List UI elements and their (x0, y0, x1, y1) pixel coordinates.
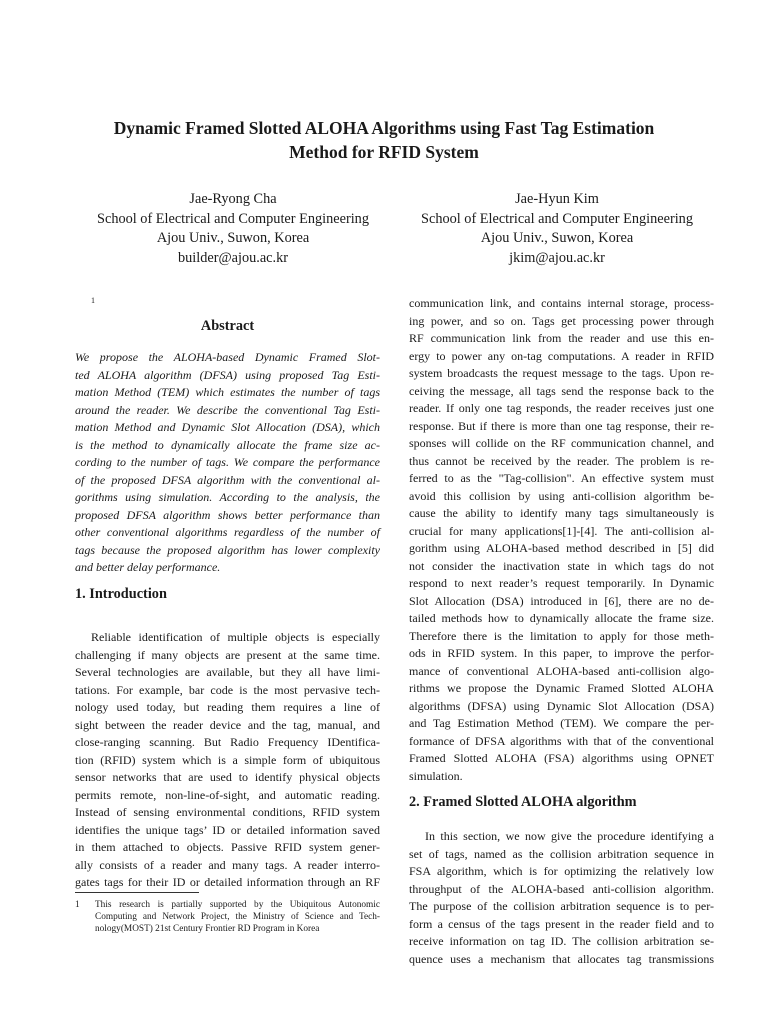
intro-line: challenging if many objects are present at the same time. (75, 647, 380, 662)
body-line: gorithm using ALOHA-based method described in [5] did (409, 541, 714, 555)
body-line: Framed Slotted ALOHA (FSA) algorithms using OPNET (409, 751, 714, 765)
body-line: receive information on tag ID. The collision arbitration se- (409, 934, 714, 948)
body-line: system broadcasts the request message to the tags. Upon re- (409, 366, 714, 380)
body-line: avoid this collision by using anti-collision algorithm be- (409, 488, 714, 503)
body-line: rithms we propose the Dynamic Framed Slotted ALOHA (409, 681, 714, 695)
abstract-line: other conventional algorithms regardless of the number of (75, 525, 380, 539)
author-email: jkim@ajou.ac.kr (509, 249, 605, 266)
body-line: form a census of the tags present in the reader field and to (409, 916, 714, 931)
body-line: reader. If only one tag responds, the reader receives just one (409, 401, 714, 415)
body-line: algorithms (DFSA) using Dynamic Slot Allocation (DSA) (409, 698, 714, 713)
body-line: tailed methods how to dynamically allocate the frame size. (409, 611, 714, 625)
intro-line: Several technologies are available, but they all have limi- (75, 665, 380, 679)
body-line: respond to next reader’s request temporarily. In Dynamic (409, 576, 714, 590)
author-affiliation: School of Electrical and Computer Engineering (421, 210, 693, 227)
body-line: not consider the inactivation state in which tags do not (409, 558, 714, 573)
body-line: crucial for many applications[1]-[4]. The anti-collision al- (409, 523, 714, 538)
intro-line: close-ranging scanning. But Radio Frequency IDentifica- (75, 735, 380, 749)
intro-line: Instead of sensing environmental conditions, RFID system (75, 805, 380, 819)
body-line: sponses will collide on the RF communication channel, and (409, 436, 714, 450)
intro-line: Reliable identification of multiple objects is especially (91, 630, 380, 644)
intro-line: permits remote, non-line-of-sight, and automatic reading. (75, 787, 380, 802)
author-block-2 (397, 190, 717, 268)
body-line: Therefore there is the limitation to apply for those meth- (409, 628, 714, 643)
abstract-line: and better delay performance. (75, 560, 221, 574)
abstract-heading: Abstract (200, 318, 255, 334)
body-line: cause the ability to identify many tags simultaneously is (409, 506, 714, 520)
body-line: communication link, and contains internal storage, process- (409, 296, 714, 310)
section-heading-introduction: 1. Introduction (75, 586, 167, 602)
footnote-rule (75, 892, 199, 893)
intro-line: in them attached to objects. Passive RFID system gener- (75, 840, 380, 854)
body-line: ergy to power any on-tag computations. A reader in RFID (409, 348, 714, 363)
abstract-line: gorithms using simulation. According to the analysis, the (75, 490, 380, 504)
author-name: Jae-Hyun Kim (515, 191, 599, 207)
footnote-number: 1 (75, 900, 80, 910)
author-name: Jae-Ryong Cha (189, 191, 277, 207)
body-line: ing power, and so on. Tags get processing power through (409, 313, 714, 328)
section-heading-fsa: 2. Framed Slotted ALOHA algorithm (409, 794, 637, 810)
body-line: ferred to as the "Tag-collision". An effective system must (409, 471, 714, 485)
body-line: and Tag Estimation Method (TEM). We compare the per- (409, 716, 714, 730)
footnote-marker: 1 (91, 296, 95, 305)
intro-line: tations. For example, bar code is the most pervasive tech- (75, 682, 380, 697)
footnote-line: This research is partially supported by the Ubiquitous Autonomic (95, 900, 380, 910)
intro-line: gates tags for their ID or detailed information through an RF (75, 875, 380, 889)
body-line: set of tags, named as the collision arbitration sequence in (409, 846, 714, 861)
body-line: FSA algorithm, which is for optimizing the relatively low (409, 864, 714, 878)
body-line: In this section, we now give the procedure identifying a (425, 829, 714, 843)
author-affiliation: School of Electrical and Computer Engineering (97, 210, 369, 227)
intro-line: sight between the reader device and the tag, manual, and (75, 717, 380, 732)
body-line: Slot Allocation (DSA) introduced in [6], there are no de- (409, 593, 714, 608)
intro-line: nology used today, but reading them requires a line of (75, 700, 380, 714)
intro-line: tion (RFID) system which is a simple form of ubiquitous (75, 752, 380, 767)
author-email: builder@ajou.ac.kr (177, 249, 289, 266)
abstract-line: cording to the number of tags. We compare the performance (75, 455, 380, 469)
abstract-line: mation Method and Dynamic Slot Allocation (DSA), which (75, 420, 380, 434)
title-line: Dynamic Framed Slotted ALOHA Algorithms using Fast Tag Estimation (113, 118, 655, 138)
body-line: thus cannot be received by the reader. The problem is re- (409, 453, 714, 468)
footnote-line: nology(MOST) 21st Century Frontier RD Program in Korea (95, 924, 320, 934)
paper-title (60, 116, 708, 164)
body-line: response. But if there is more than one tag response, their re- (409, 418, 714, 433)
title-line: Method for RFID System (289, 142, 479, 162)
body-line: simulation. (409, 768, 463, 783)
abstract-line: tags because the proposed algorithm has lower complexity (75, 542, 380, 557)
body-line: The purpose of the collision arbitration sequence is to per- (409, 899, 714, 913)
body-line: RF communication link from the reader and use this en- (409, 331, 714, 345)
intro-line: identifies the unique tags’ ID or detailed information saved (75, 822, 380, 837)
body-line: quence uses a mechanism that allocates tag transmissions (409, 951, 714, 966)
author-location: Ajou Univ., Suwon, Korea (480, 230, 634, 246)
abstract-line: is the method to dynamically allocate the frame size ac- (75, 437, 380, 452)
footnote-line: Computing and Network Project, the Ministry of Science and Tech- (95, 912, 380, 922)
abstract-line: mation Method (TEM) which estimates the number of tags (75, 385, 380, 399)
body-line: throughput of the ALOHA-based anti-collision algorithm. (409, 881, 714, 896)
abstract-line: We propose the ALOHA-based Dynamic Framed Slot- (75, 350, 380, 364)
intro-line: sensor networks that are used to identify physical objects (75, 770, 380, 784)
body-line: mance of conventional ALOHA-based anti-collision algo- (409, 663, 714, 678)
abstract-line: around the reader. We describe the conventional Tag Esti- (75, 402, 380, 417)
body-line: ods in RFID system. In this paper, to improve the perfor- (409, 646, 714, 660)
abstract-line: ted ALOHA algorithm (DFSA) using proposed Tag Esti- (75, 367, 380, 382)
body-line: ceiving the message, all tags send the response back to the (409, 383, 714, 398)
author-location: Ajou Univ., Suwon, Korea (156, 230, 310, 246)
abstract-line: proposed DFSA algorithm shows better performance than (75, 507, 380, 522)
abstract-line: of the proposed DFSA algorithm with the conventional al- (75, 472, 380, 487)
author-block-1 (73, 190, 393, 268)
intro-line: ally consists of a reader and many tags. A reader interro- (75, 857, 380, 872)
body-line: formance of DFSA algorithms with that of the conventional (409, 733, 714, 748)
